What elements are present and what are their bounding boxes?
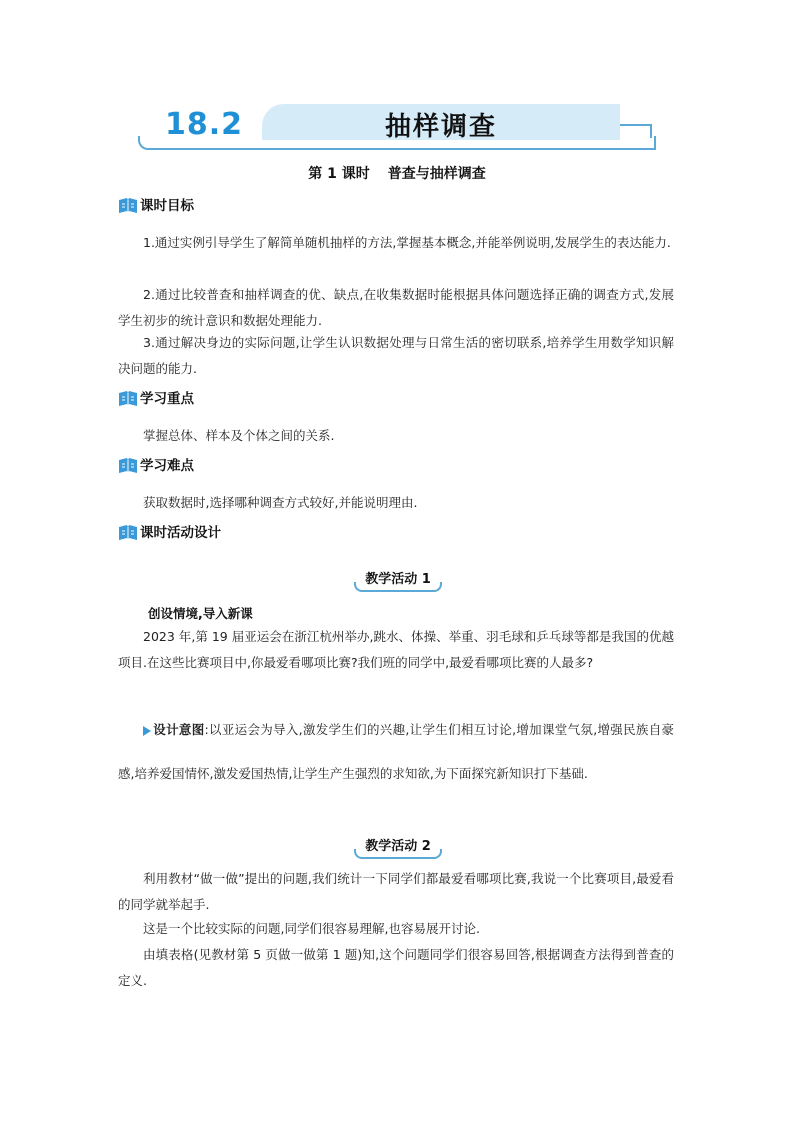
key-point-heading [118, 389, 194, 409]
activity-1-badge [358, 568, 438, 587]
design-heading [118, 523, 221, 543]
difficulty-text: 获取数据时,选择哪种调查方式较好,并能说明理由. [143, 495, 418, 510]
activity-1-underline [354, 582, 442, 592]
design-title: 课时活动设计 [140, 525, 221, 541]
lesson-topic: 普查与抽样调查 [387, 166, 486, 182]
activity-2-paragraph-2: 这是一个比较实际的问题,同学们很容易理解,也容易展开讨论. [143, 921, 480, 936]
chapter-title: 抽样调查 [384, 112, 497, 142]
book-icon [118, 524, 138, 542]
section-number: 18.2 [165, 107, 244, 142]
header-decoration-line-top [618, 124, 652, 126]
activity-2-paragraph-3: 由填表格(见教材第 5 页做一做第 1 题)知,这个问题同学们很容易回答,根据调查方法得到普查的定义. [118, 947, 674, 988]
activity-1-intent [118, 708, 674, 796]
objective-item-2: 2.通过比较普查和抽样调查的优、缺点,在收集数据时能根据具体问题选择正确的调查方式,发展学生初步的统计意识和数据处理能力. [118, 287, 674, 328]
key-point-title: 学习重点 [140, 391, 194, 407]
activity-1-subhead: 创设情境,导入新课 [148, 606, 253, 621]
header-decoration-line-vert [650, 124, 652, 138]
key-point-text: 掌握总体、样本及个体之间的关系. [143, 428, 335, 443]
lesson-title [0, 163, 794, 183]
objectives-title: 课时目标 [140, 198, 194, 214]
lesson-label: 第 1 课时 [308, 166, 370, 182]
difficulty-title: 学习难点 [140, 458, 194, 474]
objectives-heading [118, 196, 194, 216]
intent-label: 设计意图 [153, 722, 205, 737]
intent-text: :以亚运会为导入,激发学生们的兴趣,让学生们相互讨论,增加课堂气氛,增强民族自豪感,培养爱国情怀,激发爱国热情,让学生产生强烈的求知欲,为下面探究新知识打下基础. [118, 722, 674, 781]
objective-item-3: 3.通过解决身边的实际问题,让学生认识数据处理与日常生活的密切联系,培养学生用数学知识解决问题的能力. [118, 335, 674, 376]
book-icon [118, 197, 138, 215]
chapter-title-band [262, 104, 620, 140]
difficulty-heading [118, 456, 194, 476]
activity-2-paragraph-1: 利用教材“做一做”提出的问题,我们统计一下同学们都最爱看哪项比赛,我说一个比赛项目,最爱看的同学就举起手. [118, 871, 674, 912]
activity-1-text: 2023 年,第 19 届亚运会在浙江杭州举办,跳水、体操、举重、羽毛球和乒乓球等都是我国的优越项目.在这些比赛项目中,你最爱看哪项比赛?我们班的同学中,最爱看哪项比赛的人最多? [118, 629, 674, 670]
triangle-marker-icon [143, 726, 151, 736]
objective-item-1: 1.通过实例引导学生了解简单随机抽样的方法,掌握基本概念,并能举例说明,发展学生的表达能力. [143, 235, 671, 250]
activity-2-badge [358, 835, 438, 854]
book-icon [118, 390, 138, 408]
activity-2-underline [354, 849, 442, 859]
book-icon [118, 457, 138, 475]
activity-1-label: 教学活动 1 [365, 572, 431, 587]
activity-2-label: 教学活动 2 [365, 839, 431, 854]
